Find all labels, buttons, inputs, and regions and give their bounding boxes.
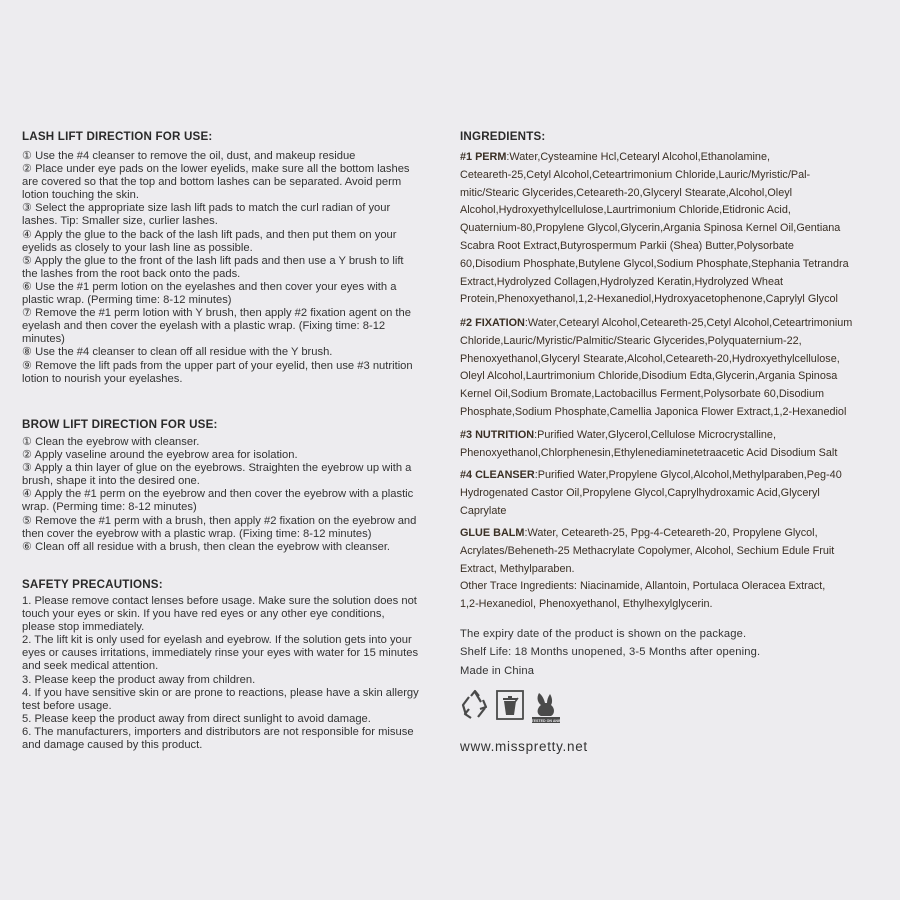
brow-direction-line: ① Clean the eyebrow with cleanser. — [22, 436, 200, 448]
lash-direction-line: ⑥ Use the #1 perm lotion on the eyelashes and then cover your eyes with a — [22, 280, 397, 293]
ingredient-line: Phenoxyethanol,Glyceryl Stearate,Alcohol,Ceteareth-20,Hydroxyethylcellulose, — [460, 352, 840, 365]
ingredients-cleanser — [460, 467, 842, 520]
lash-direction-line: eyelids as closely to your lash line as possible. — [22, 241, 253, 254]
safety-line: eyes or causes irritations, immediately rinse your eyes with water for 15 minutes — [22, 647, 419, 660]
ingredient-label: #4 CLEANSER — [460, 469, 535, 481]
ingredient-label: #1 PERM — [460, 151, 507, 163]
ingredient-line: Caprylate — [460, 504, 507, 517]
ingredient-text: :Purified Water,Glycerol,Cellulose Microcrystalline, — [534, 429, 776, 441]
ingredient-line: Chloride,Lauric/Myristic/Palmitic/Stearic Glycerides,Polyquaternium-22, — [460, 334, 802, 347]
certification-icons — [460, 690, 580, 726]
safety-line: 6. The manufacturers, importers and distributors are not responsible for misuse — [22, 725, 414, 738]
ingredient-line: Alcohol,Hydroxyethylcellulose,Laurtrimonium Chloride,Etidronic Acid, — [460, 204, 791, 217]
brow-direction-line: ⑥ Clean off all residue with a brush, then clean the eyebrow with cleanser. — [22, 540, 391, 553]
brow-lift-directions — [22, 436, 416, 554]
lash-direction-line: ⑤ Apply the glue to the front of the lash lift pads and then use a Y brush to lift — [22, 254, 404, 267]
safety-line: 5. Please keep the product away from direct sunlight to avoid damage. — [22, 712, 371, 725]
lash-direction-line: ⑦ Remove the #1 perm lotion with Y brush, then apply #2 fixation agent on the — [22, 307, 411, 320]
ingredients-nutrition — [460, 427, 837, 463]
ingredient-line — [460, 467, 842, 485]
ingredient-text: :Purified Water,Propylene Glycol,Alcohol,Methylparaben,Peg-40 — [534, 469, 842, 481]
ingredient-line — [460, 149, 849, 167]
brow-direction-line: ③ Apply a thin layer of glue on the eyebrows. Straighten the eyebrow up with a — [22, 462, 412, 475]
ingredient-label: #2 FIXATION — [460, 317, 525, 329]
recycle-icon — [460, 690, 490, 720]
lash-direction-line: ② Place under eye pads on the lower eyelids, make sure all the bottom lashes — [22, 163, 410, 176]
lash-direction-line: eyelash and then cover the eyelash with a plastic wrap. (Fixing time: 8-12 — [22, 320, 386, 333]
ingredient-line: Ceteareth-25,Cetyl Alcohol,Ceteartrimonium Chloride,Lauric/Myristic/Pal- — [460, 168, 811, 181]
made-in: Made in China — [460, 665, 535, 677]
safety-line: and seek medical attention. — [22, 660, 159, 673]
safety-line: 2. The lift kit is only used for eyelash and eyebrow. If the solution gets into your — [22, 634, 412, 647]
expiry-note: The expiry date of the product is shown on the package. — [460, 628, 747, 640]
ingredient-line: Scabra Root Extract,Butyrospermum Parkii (Shea) Butter,Polysorbate — [460, 239, 794, 252]
lash-direction-line: ⑧ Use the #4 cleanser to clean off all residue with the Y brush. — [22, 346, 333, 359]
ingredient-line — [460, 525, 834, 543]
lash-direction-line: ⑨ Remove the lift pads from the upper part of your eyelid, then use #3 nutrition — [22, 359, 413, 372]
lash-direction-line: lashes. Tip: Smaller size, curlier lashes. — [22, 215, 218, 228]
safety-title: SAFETY PRECAUTIONS: — [22, 578, 163, 591]
safety-line: 4. If you have sensitive skin or are prone to reactions, please have a skin allergy — [22, 686, 419, 699]
website-url: www.misspretty.net — [460, 739, 588, 754]
ingredient-text: :Water,Cetearyl Alcohol,Ceteareth-25,Cetyl Alcohol,Ceteartrimonium — [524, 317, 853, 329]
ingredient-line: Phenoxyethanol,Chlorphenesin,Ethylenediaminetetraacetic Acid Disodium Salt — [460, 446, 838, 459]
safety-precautions — [22, 595, 419, 752]
lash-direction-line: the lashes from the root back onto the pads. — [22, 267, 241, 280]
brow-direction-line: wrap. (Perming time: 8-12 minutes) — [22, 501, 197, 514]
safety-line: and damage caused by this product. — [22, 739, 203, 752]
lash-direction-line: ④ Apply the glue to the back of the lash lift pads, and then put them on your — [22, 228, 397, 241]
lash-direction-line: plastic wrap. (Perming time: 8-12 minutes) — [22, 294, 232, 307]
ingredient-text: :Water,Cysteamine Hcl,Cetearyl Alcohol,Ethanolamine, — [506, 151, 770, 163]
lash-direction-line: lotion touching the skin. — [22, 189, 139, 202]
trash-bin-icon — [496, 690, 524, 720]
lash-direction-line: ③ Select the appropriate size lash lift pads to match the curl radian of your — [22, 202, 391, 215]
ingredients-fixation — [460, 315, 852, 422]
safety-line: test before usage. — [22, 699, 112, 712]
ingredient-label: #3 NUTRITION — [460, 429, 535, 441]
lash-direction-line: ① Use the #4 cleanser to remove the oil, dust, and makeup residue — [22, 150, 356, 162]
brow-direction-line: ④ Apply the #1 perm on the eyebrow and then cover the eyebrow with a plastic — [22, 488, 414, 501]
ingredient-line: Protein,Phenoxyethanol,1,2-Hexanediol,Hydroxyacetophenone,Caprylyl Glycol — [460, 293, 838, 306]
lash-lift-directions — [22, 150, 413, 386]
safety-line: 1. Please remove contact lenses before usage. Make sure the solution does not — [22, 595, 417, 607]
lash-direction-line: lotion to nourish your eyelashes. — [22, 372, 183, 385]
safety-line: 3. Please keep the product away from children. — [22, 673, 256, 686]
ingredient-label: GLUE BALM — [460, 527, 525, 539]
ingredients-glue-balm — [460, 525, 834, 614]
safety-line: touch your eyes or skin. If you have red eyes or any other eye conditions, — [22, 608, 385, 621]
lash-direction-line: minutes) — [22, 333, 65, 346]
ingredient-line: Extract, Methylparaben. — [460, 562, 575, 575]
ingredients-perm — [460, 149, 849, 309]
ingredient-line: Kernel Oil,Sodium Bromate,Lactobacillus Ferment,Polysorbate 60,Disodium — [460, 388, 825, 401]
ingredient-line: Quaternium-80,Propylene Glycol,Glycerin,Argania Spinosa Kernel Oil,Gentiana — [460, 222, 841, 235]
brow-lift-title: BROW LIFT DIRECTION FOR USE: — [22, 418, 218, 431]
safety-line: please stop immediately. — [22, 621, 145, 634]
shelf-life: Shelf Life: 18 Months unopened, 3-5 Months after opening. — [460, 646, 761, 658]
brow-direction-line: brush, shape it into the desired one. — [22, 475, 200, 488]
ingredient-line — [460, 427, 837, 445]
brow-direction-line: ② Apply vaseline around the eyebrow area for isolation. — [22, 449, 298, 462]
ingredient-line: Hydrogenated Castor Oil,Propylene Glycol,Caprylhydroxamic Acid,Glyceryl — [460, 486, 820, 499]
ingredient-line — [460, 315, 852, 333]
ingredient-line: 60,Disodium Phosphate,Butylene Glycol,Sodium Phosphate,Stephania Tetrandra — [460, 257, 849, 270]
cruelty-free-badge-text: NOT TESTED ON ANIMALS — [522, 719, 570, 723]
lash-lift-title: LASH LIFT DIRECTION FOR USE: — [22, 130, 213, 143]
ingredient-line: Extract,Hydrolyzed Collagen,Hydrolyzed Keratin,Hydrolyzed Wheat — [460, 275, 784, 288]
ingredient-line: Other Trace Ingredients: Niacinamide, Allantoin, Portulaca Oleracea Extract, — [460, 580, 826, 593]
brow-direction-line: ⑤ Remove the #1 perm with a brush, then apply #2 fixation on the eyebrow and — [22, 514, 417, 527]
lash-direction-line: are covered so that the top and bottom lashes can be separated. Avoid perm — [22, 176, 402, 189]
ingredient-line: mitic/Stearic Glycerides,Ceteareth-20,Glyceryl Stearate,Alcohol,Oleyl — [460, 186, 793, 199]
ingredient-line: Acrylates/Beheneth-25 Methacrylate Copolymer, Alcohol, Sechium Edule Fruit — [460, 544, 835, 557]
brow-direction-line: then cover the eyebrow with a plastic wrap. (Fixing time: 8-12 minutes) — [22, 527, 372, 540]
cruelty-free-bunny-icon — [522, 690, 570, 724]
ingredient-line: Phosphate,Sodium Phosphate,Camellia Japonica Flower Extract,1,2-Hexanediol — [460, 405, 847, 418]
ingredient-line: Oleyl Alcohol,Laurtrimonium Chloride,Disodium Edta,Glycerin,Argania Spinosa — [460, 370, 838, 383]
ingredient-line: 1,2-Hexanediol, Phenoxyethanol, Ethylhexylglycerin. — [460, 598, 713, 611]
ingredient-text: :Water, Ceteareth-25, Ppg-4-Ceteareth-20, Propylene Glycol, — [524, 527, 818, 539]
ingredients-title: INGREDIENTS: — [460, 130, 546, 143]
